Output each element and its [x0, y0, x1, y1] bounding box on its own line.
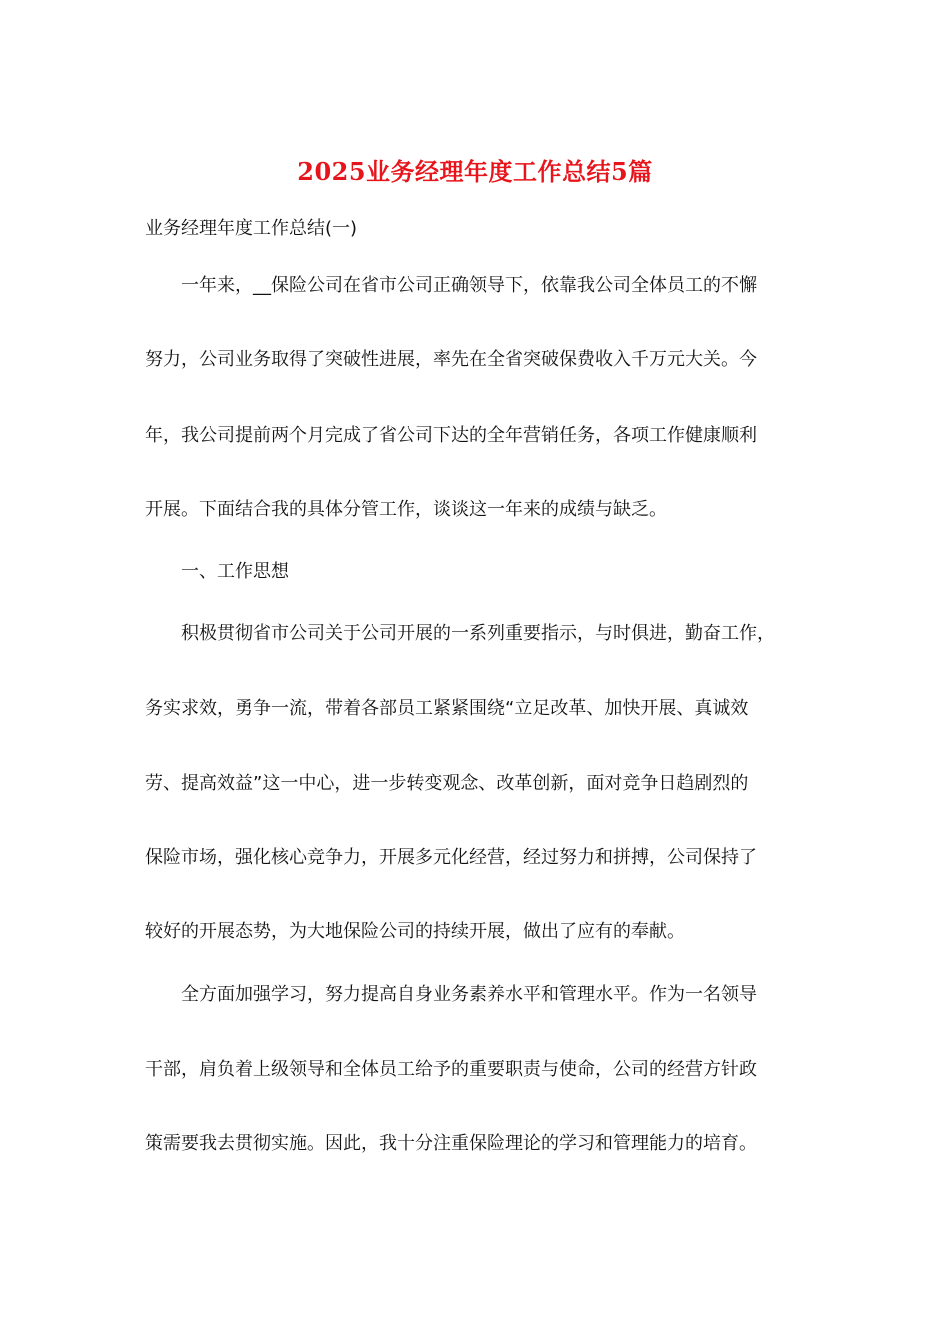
paragraph-line: 一年来，__保险公司在省市公司正确领导下，依靠我公司全体员工的不懈 — [181, 275, 757, 296]
subsection-heading: 一、工作思想 — [181, 561, 289, 582]
paragraph-line: 干部，肩负着上级领导和全体员工给予的重要职责与使命，公司的经营方针政 — [145, 1059, 757, 1080]
paragraph-line: 全方面加强学习，努力提高自身业务素养水平和管理水平。作为一名领导 — [181, 984, 757, 1005]
document-title: 2025业务经理年度工作总结5篇 — [297, 157, 653, 186]
paragraph-line: 策需要我去贯彻实施。因此，我十分注重保险理论的学习和管理能力的培育。 — [145, 1133, 757, 1154]
paragraph-line: 务实求效，勇争一流，带着各部员工紧紧围绕“立足改革、加快开展、真诚效 — [145, 698, 749, 719]
paragraph-line: 劳、提高效益”这一中心，进一步转变观念、改革创新，面对竞争日趋剧烈的 — [145, 773, 749, 794]
paragraph-line: 开展。下面结合我的具体分管工作，谈谈这一年来的成绩与缺乏。 — [145, 499, 667, 520]
section-heading: 业务经理年度工作总结(一) — [145, 218, 358, 239]
paragraph-line: 努力，公司业务取得了突破性进展，率先在全省突破保费收入千万元大关。今 — [145, 349, 757, 370]
paragraph-line: 较好的开展态势，为大地保险公司的持续开展，做出了应有的奉献。 — [145, 921, 685, 942]
paragraph-line: 年，我公司提前两个月完成了省公司下达的全年营销任务，各项工作健康顺利 — [145, 425, 757, 446]
paragraph-line: 保险市场，强化核心竞争力，开展多元化经营，经过努力和拼搏，公司保持了 — [145, 847, 757, 868]
paragraph-line: 积极贯彻省市公司关于公司开展的一系列重要指示，与时俱进，勤奋工作， — [181, 623, 775, 644]
